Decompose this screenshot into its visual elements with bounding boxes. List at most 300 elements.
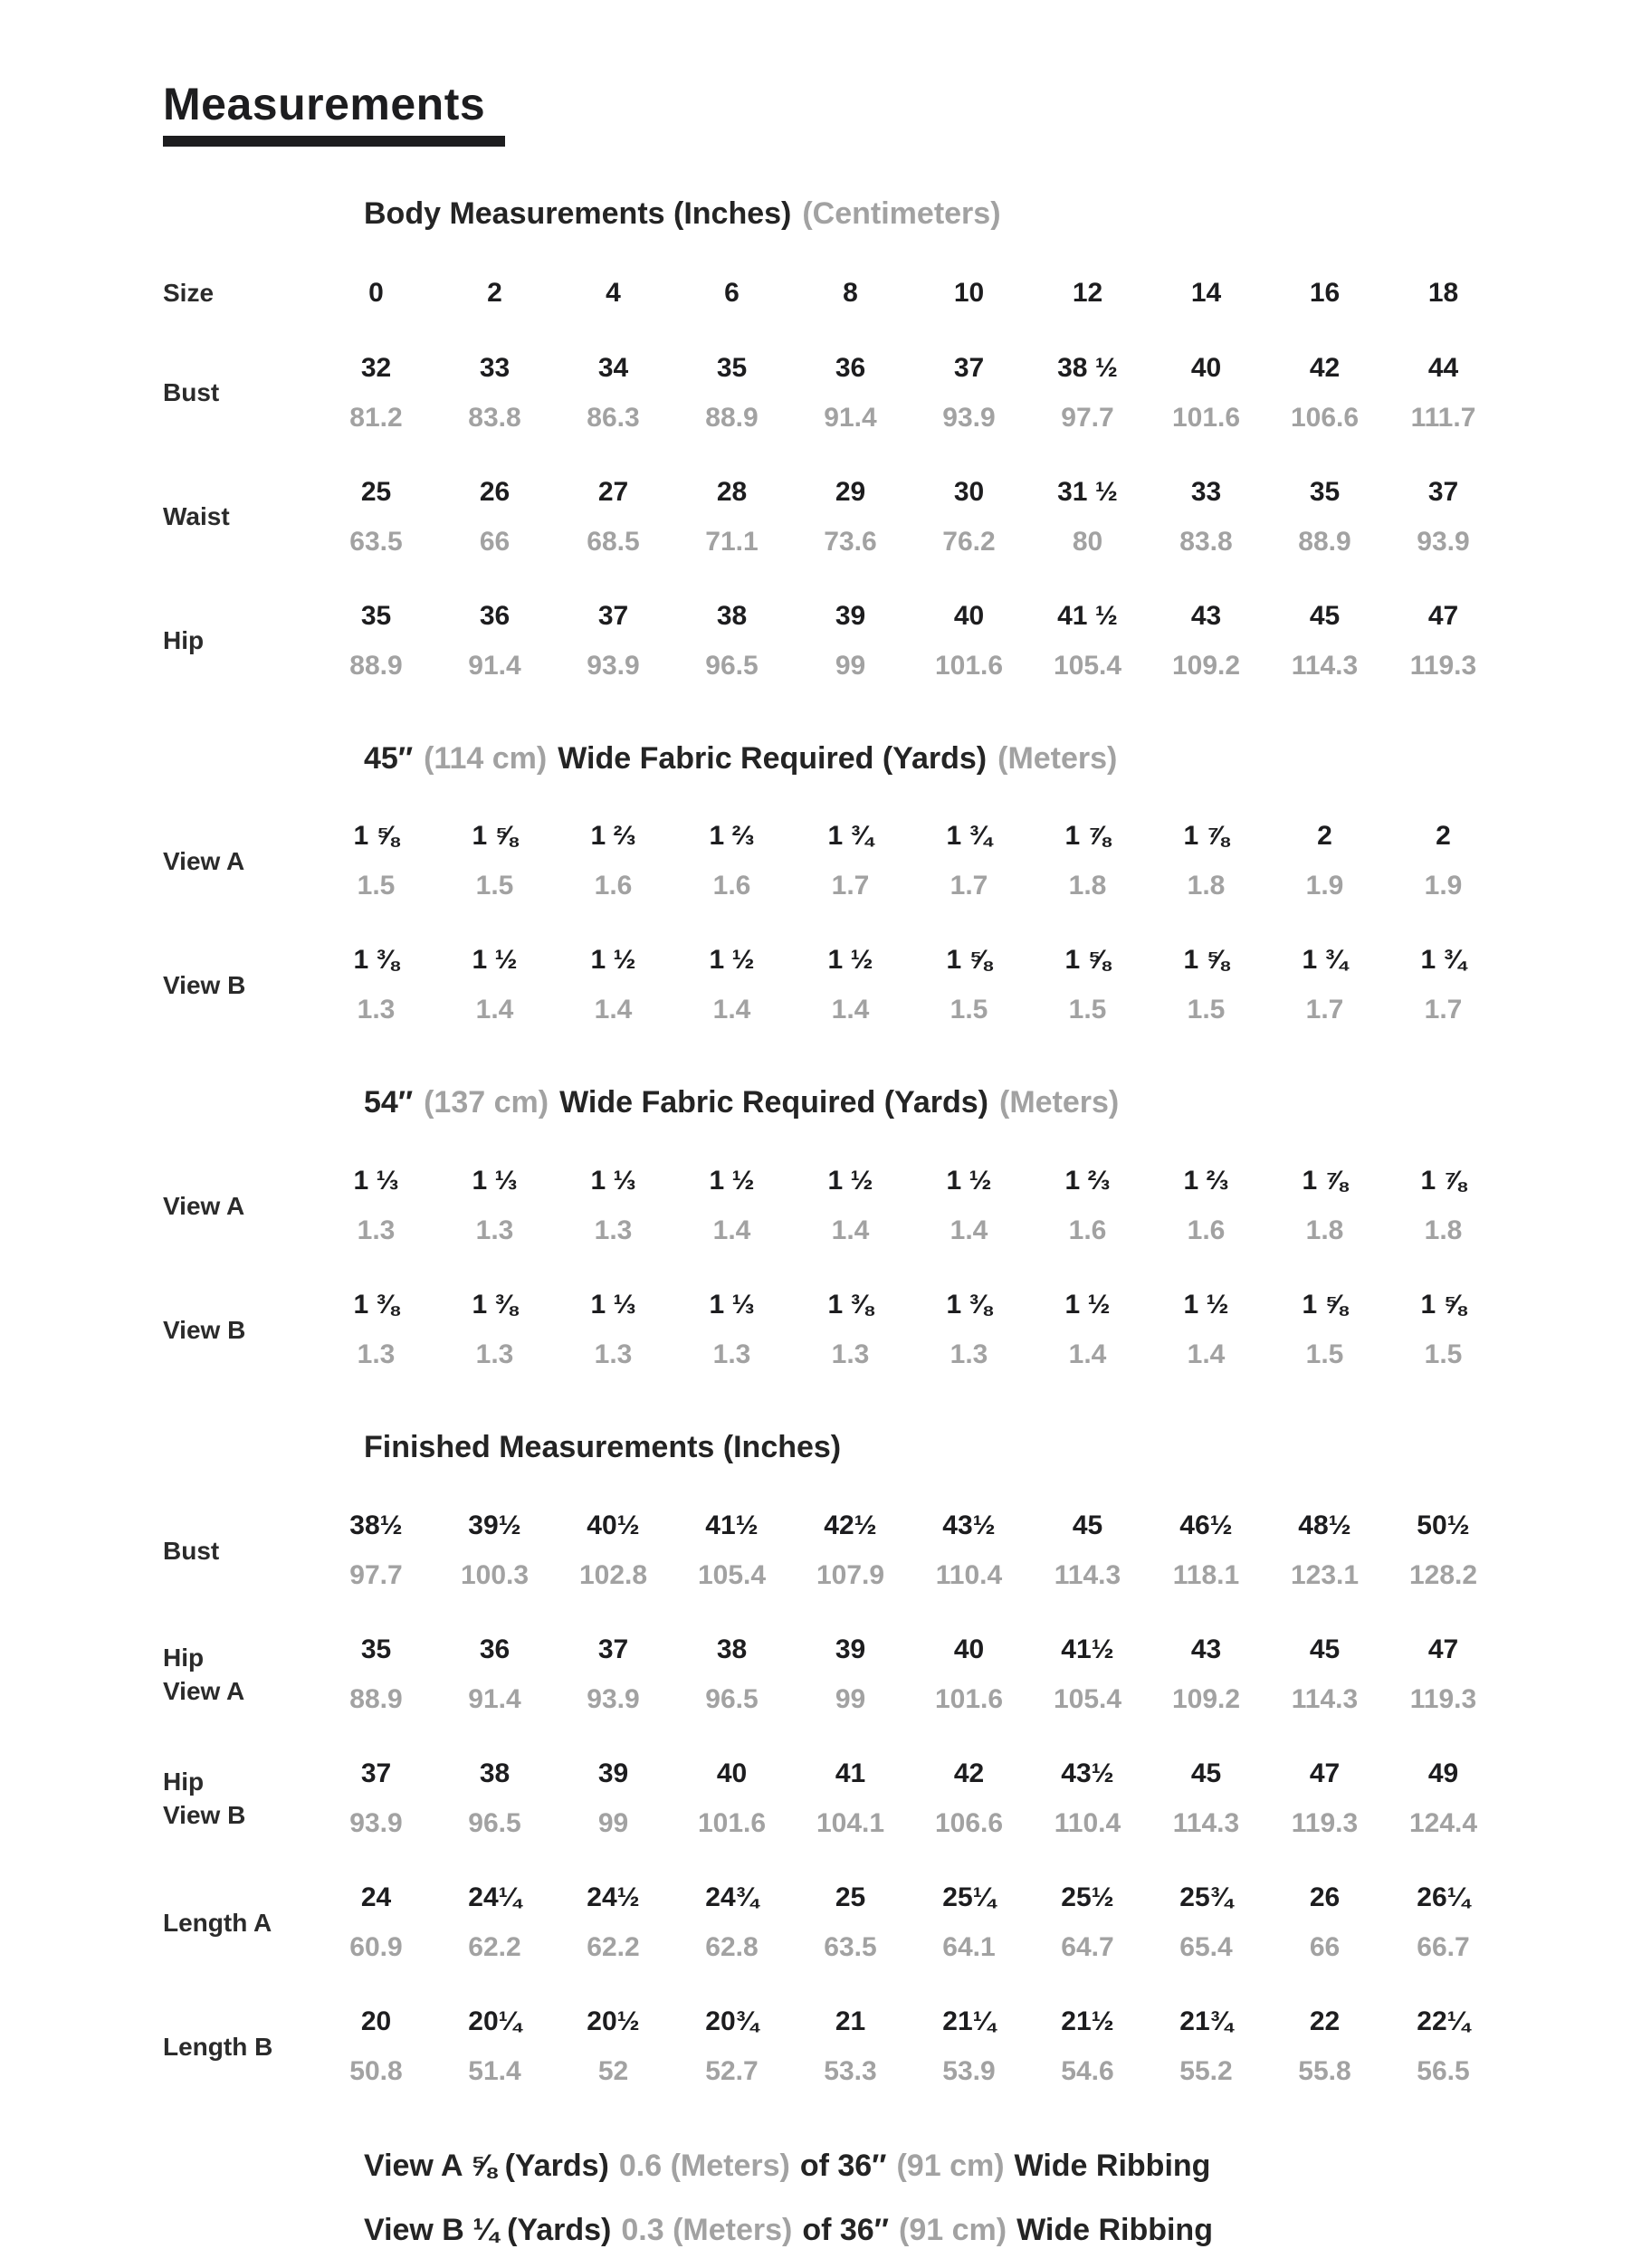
row-label [163, 1534, 317, 1568]
cm-value: 55.2 [1179, 2055, 1233, 2086]
inches-value: 25¼ [942, 1882, 996, 1912]
inches-value: 25½ [1061, 1882, 1114, 1912]
cm-value: 1.4 [831, 1215, 870, 1246]
cm-value: 50.8 [349, 2055, 403, 2086]
footer-segment: 0.3 (Meters) [621, 2212, 793, 2247]
inches-value: 1 ¾ [946, 821, 992, 852]
row-label [163, 624, 317, 658]
primary-line [317, 352, 1503, 385]
row-data [317, 352, 1503, 434]
inches-value: 43½ [1061, 1758, 1114, 1788]
inches-value: 40 [1190, 352, 1222, 383]
cm-value: 96.5 [468, 1807, 521, 1838]
inches-value: 1 ⅞ [1183, 821, 1229, 852]
cm-value: 1.6 [1068, 1215, 1107, 1246]
row-finished-hip-view-b [163, 1758, 1651, 1840]
cm-value: 1.8 [1187, 871, 1226, 901]
inches-value: 39 [835, 1634, 866, 1664]
cm-value: 1.3 [950, 1339, 988, 1370]
cm-value: 106.6 [1290, 402, 1360, 433]
inches-value: 37 [1427, 476, 1459, 507]
cm-value: 91.4 [468, 650, 521, 681]
row-label [163, 968, 317, 1003]
primary-line [317, 1510, 1503, 1542]
cm-value: 66 [479, 526, 511, 557]
primary-line [317, 600, 1503, 633]
section-header-fabric-45 [364, 740, 1651, 777]
inches-value: 1 ⅝ [946, 945, 992, 976]
cm-value: 1.3 [357, 1339, 396, 1370]
inches-value: 1 ½ [946, 1166, 992, 1196]
cm-value: 114.3 [1054, 1559, 1121, 1590]
inches-value: 37 [360, 1758, 392, 1788]
header-segment: (137 cm) [424, 1085, 549, 1120]
row-label-line: Hip [163, 1767, 205, 1796]
primary-line [317, 1289, 1503, 1321]
row-label-line: View B [163, 1801, 246, 1830]
cm-value: 96.5 [705, 650, 759, 681]
cm-value: 101.6 [934, 1683, 1004, 1714]
row-bust [163, 352, 1651, 434]
cm-value: 51.4 [468, 2055, 521, 2086]
cm-value: 63.5 [349, 526, 403, 557]
inches-value: 4 [606, 277, 621, 308]
inches-value: 1 ⅓ [709, 1290, 755, 1320]
inches-value: 47 [1427, 600, 1459, 631]
inches-value: 47 [1427, 1634, 1459, 1664]
inches-value: 38 [716, 1634, 748, 1664]
secondary-line [317, 650, 1503, 682]
header-segment: (Meters) [999, 1085, 1120, 1120]
cm-value: 119.3 [1291, 1807, 1359, 1838]
row-finished-bust [163, 1510, 1651, 1592]
footer-segment: View B ¼ (Yards) [364, 2212, 612, 2247]
cm-value: 91.4 [468, 1683, 521, 1714]
cm-value: 64.7 [1061, 1931, 1114, 1962]
inches-value: 40 [953, 600, 985, 631]
row-data [317, 1634, 1503, 1716]
inches-value: 42 [953, 1758, 985, 1788]
inches-value: 1 ⅞ [1302, 1166, 1348, 1196]
cm-value: 1.5 [1068, 995, 1107, 1025]
cm-value: 76.2 [942, 526, 996, 557]
inches-value: 1 ¾ [1420, 945, 1466, 976]
inches-value: 1 ⅔ [1064, 1166, 1111, 1196]
row-fabric54-view-a [163, 1165, 1651, 1247]
inches-value: 24½ [587, 1882, 640, 1912]
inches-value: 1 ⅔ [1183, 1166, 1229, 1196]
cm-value: 1.4 [831, 995, 870, 1025]
inches-value: 45 [1072, 1510, 1103, 1540]
inches-value: 25 [835, 1882, 866, 1912]
inches-value: 41½ [1061, 1634, 1114, 1664]
row-label [163, 844, 317, 879]
inches-value: 1 ½ [709, 1166, 755, 1196]
cm-value: 96.5 [705, 1683, 759, 1714]
inches-value: 43 [1190, 600, 1222, 631]
cm-value: 88.9 [1298, 526, 1351, 557]
cm-value: 53.9 [942, 2055, 996, 2086]
row-label [163, 1189, 317, 1224]
cm-value: 109.2 [1171, 650, 1241, 681]
secondary-line [317, 1931, 1503, 1964]
primary-line [317, 1634, 1503, 1666]
cm-value: 1.3 [357, 995, 396, 1025]
inches-value: 29 [835, 476, 866, 507]
cm-value: 63.5 [824, 1931, 877, 1962]
row-label [163, 276, 317, 310]
inches-value: 37 [597, 1634, 629, 1664]
cm-value: 109.2 [1171, 1683, 1241, 1714]
inches-value: 1 ⅝ [353, 821, 399, 852]
inches-value: 1 ⅜ [946, 1290, 992, 1320]
section-body-measurements [163, 195, 1651, 682]
footer-segment: 0.6 (Meters) [618, 2148, 790, 2183]
cm-value: 124.4 [1408, 1807, 1478, 1838]
footer-line-ribbing-view-a [364, 2148, 1651, 2185]
cm-value: 1.5 [357, 871, 396, 901]
inches-value: 20¾ [705, 2006, 759, 2036]
cm-value: 1.4 [475, 995, 514, 1025]
inches-value: 14 [1190, 277, 1222, 308]
header-segment: Body Measurements (Inches) [364, 196, 792, 231]
cm-value: 81.2 [349, 402, 403, 433]
inches-value: 1 ½ [1183, 1290, 1229, 1320]
inches-value: 1 ½ [472, 945, 518, 976]
inches-value: 49 [1427, 1758, 1459, 1788]
cm-value: 105.4 [1053, 650, 1122, 681]
inches-value: 36 [835, 352, 866, 383]
inches-value: 6 [724, 277, 740, 308]
row-label-line: View B [163, 970, 246, 999]
primary-line [317, 820, 1503, 853]
cm-value: 1.4 [1187, 1339, 1226, 1370]
inches-value: 1 ⅝ [1302, 1290, 1348, 1320]
row-data [317, 1165, 1503, 1247]
inches-value: 33 [479, 352, 511, 383]
cm-value: 1.4 [594, 995, 633, 1025]
inches-value: 21½ [1061, 2006, 1114, 2036]
cm-value: 1.8 [1305, 1215, 1344, 1246]
cm-value: 110.4 [935, 1559, 1003, 1590]
cm-value: 1.3 [357, 1215, 396, 1246]
inches-value: 1 ⅝ [472, 821, 518, 852]
row-data [317, 820, 1503, 902]
inches-value: 21 [835, 2006, 866, 2036]
inches-value: 26¼ [1417, 1882, 1470, 1912]
secondary-line [317, 1215, 1503, 1247]
inches-value: 41 [835, 1758, 866, 1788]
cm-value: 62.8 [705, 1931, 759, 1962]
cm-value: 1.3 [475, 1339, 514, 1370]
cm-value: 73.6 [824, 526, 877, 557]
row-label-line: Length B [163, 2032, 273, 2061]
cm-value: 105.4 [1053, 1683, 1122, 1714]
row-fabric45-view-b [163, 944, 1651, 1026]
inches-value: 27 [597, 476, 629, 507]
row-label [163, 1765, 317, 1834]
row-label-line: Waist [163, 502, 230, 531]
inches-value: 1 ½ [827, 1166, 873, 1196]
header-segment: 54″ [364, 1085, 414, 1120]
cm-value: 88.9 [349, 1683, 403, 1714]
cm-value: 1.5 [1305, 1339, 1344, 1370]
cm-value: 1.7 [950, 871, 988, 901]
inches-value: 31 ½ [1057, 476, 1118, 507]
cm-value: 1.3 [712, 1339, 751, 1370]
cm-value: 1.8 [1068, 871, 1107, 901]
cm-value: 93.9 [349, 1807, 403, 1838]
inches-value: 12 [1072, 277, 1103, 308]
primary-line [317, 2006, 1503, 2038]
inches-value: 1 ½ [827, 945, 873, 976]
cm-value: 97.7 [349, 1559, 403, 1590]
inches-value: 2 [1436, 821, 1451, 852]
row-data [317, 277, 1503, 310]
row-label [163, 500, 317, 534]
cm-value: 1.5 [950, 995, 988, 1025]
cm-value: 104.1 [816, 1807, 885, 1838]
inches-value: 32 [360, 352, 392, 383]
cm-value: 1.7 [831, 871, 870, 901]
inches-value: 38 ½ [1057, 352, 1118, 383]
cm-value: 119.3 [1409, 1683, 1477, 1714]
inches-value: 43 [1190, 1634, 1222, 1664]
inches-value: 20¼ [468, 2006, 521, 2036]
cm-value: 99 [597, 1807, 629, 1838]
primary-line [317, 476, 1503, 509]
inches-value: 40 [716, 1758, 748, 1788]
inches-value: 38 [479, 1758, 511, 1788]
cm-value: 56.5 [1417, 2055, 1470, 2086]
cm-value: 1.9 [1424, 871, 1463, 901]
inches-value: 36 [479, 1634, 511, 1664]
cm-value: 62.2 [587, 1931, 640, 1962]
section-header-finished-measurements [364, 1429, 1651, 1466]
inches-value: 39 [835, 600, 866, 631]
cm-value: 1.6 [594, 871, 633, 901]
cm-value: 105.4 [697, 1559, 767, 1590]
inches-value: 43½ [942, 1510, 996, 1540]
cm-value: 93.9 [942, 402, 996, 433]
inches-value: 2 [487, 277, 502, 308]
footer-segment: View A ⅝ (Yards) [364, 2148, 609, 2183]
header-segment: Wide Fabric Required (Yards) [559, 1085, 988, 1120]
page-title: Measurements [163, 79, 486, 129]
inches-value: 38 [716, 600, 748, 631]
cm-value: 80 [1072, 526, 1103, 557]
row-label-line: Size [163, 278, 215, 307]
cm-value: 1.3 [475, 1215, 514, 1246]
inches-value: 1 ¾ [1302, 945, 1348, 976]
cm-value: 52 [597, 2055, 629, 2086]
row-label-line: View A [163, 1677, 245, 1706]
inches-value: 45 [1309, 1634, 1341, 1664]
primary-line [317, 1882, 1503, 1914]
footer-segment: (91 cm) [899, 2212, 1007, 2247]
cm-value: 128.2 [1408, 1559, 1478, 1590]
footer-segment: Wide Ribbing [1014, 2148, 1211, 2183]
cm-value: 53.3 [824, 2055, 877, 2086]
row-data [317, 1510, 1503, 1592]
section-header-fabric-54 [364, 1084, 1651, 1121]
inches-value: 1 ⅜ [827, 1290, 873, 1320]
inches-value: 1 ⅝ [1064, 945, 1111, 976]
inches-value: 20½ [587, 2006, 640, 2036]
row-data [317, 1289, 1503, 1371]
cm-value: 93.9 [1417, 526, 1470, 557]
title-underline [163, 136, 505, 147]
row-label-line: Length A [163, 1908, 272, 1937]
row-size [163, 276, 1651, 310]
cm-value: 1.4 [712, 1215, 751, 1246]
primary-line [317, 1758, 1503, 1790]
cm-value: 1.3 [594, 1215, 633, 1246]
header-segment: (Meters) [997, 740, 1118, 776]
row-label [163, 1641, 317, 1710]
section-fabric-45 [163, 740, 1651, 1027]
inches-value: 1 ½ [590, 945, 636, 976]
cm-value: 1.3 [831, 1339, 870, 1370]
cm-value: 97.7 [1061, 402, 1114, 433]
inches-value: 22¼ [1417, 2006, 1470, 2036]
inches-value: 0 [368, 277, 384, 308]
row-label-line: View A [163, 1191, 245, 1220]
cm-value: 1.5 [475, 871, 514, 901]
inches-value: 36 [479, 600, 511, 631]
section-finished-measurements [163, 1429, 1651, 2088]
cm-value: 114.3 [1172, 1807, 1240, 1838]
cm-value: 101.6 [697, 1807, 767, 1838]
inches-value: 47 [1309, 1758, 1341, 1788]
cm-value: 1.5 [1424, 1339, 1463, 1370]
secondary-line [317, 1559, 1503, 1592]
inches-value: 8 [843, 277, 858, 308]
inches-value: 34 [597, 352, 629, 383]
inches-value: 1 ⅜ [353, 945, 399, 976]
inches-value: 24 [360, 1882, 392, 1912]
inches-value: 1 ¾ [827, 821, 873, 852]
inches-value: 45 [1309, 600, 1341, 631]
cm-value: 1.6 [712, 871, 751, 901]
inches-value: 39 [597, 1758, 629, 1788]
header-segment: Finished Measurements (Inches) [364, 1430, 842, 1465]
inches-value: 26 [479, 476, 511, 507]
section-header-body-measurements [364, 195, 1651, 233]
cm-value: 1.7 [1424, 995, 1463, 1025]
inches-value: 42 [1309, 352, 1341, 383]
inches-value: 38½ [349, 1510, 403, 1540]
cm-value: 118.1 [1172, 1559, 1240, 1590]
row-fabric54-view-b [163, 1289, 1651, 1371]
inches-value: 35 [360, 600, 392, 631]
inches-value: 26 [1309, 1882, 1341, 1912]
cm-value: 110.4 [1054, 1807, 1121, 1838]
section-fabric-54 [163, 1084, 1651, 1371]
cm-value: 1.3 [594, 1339, 633, 1370]
inches-value: 1 ⅞ [1064, 821, 1111, 852]
cm-value: 1.8 [1424, 1215, 1463, 1246]
row-label [163, 1906, 317, 1940]
cm-value: 119.3 [1409, 650, 1477, 681]
cm-value: 114.3 [1291, 650, 1359, 681]
cm-value: 88.9 [705, 402, 759, 433]
cm-value: 102.8 [578, 1559, 648, 1590]
inches-value: 40 [953, 1634, 985, 1664]
cm-value: 71.1 [705, 526, 759, 557]
inches-value: 33 [1190, 476, 1222, 507]
inches-value: 41½ [705, 1510, 759, 1540]
row-finished-hip-view-a [163, 1634, 1651, 1716]
primary-line [317, 277, 1503, 310]
row-label-line: Hip [163, 626, 205, 655]
row-waist [163, 476, 1651, 558]
inches-value: 1 ⅞ [1420, 1166, 1466, 1196]
inches-value: 25¾ [1179, 1882, 1233, 1912]
row-data [317, 2006, 1503, 2088]
inches-value: 1 ⅝ [1420, 1290, 1466, 1320]
cm-value: 101.6 [934, 650, 1004, 681]
inches-value: 24¼ [468, 1882, 521, 1912]
inches-value: 44 [1427, 352, 1459, 383]
row-length-b [163, 2006, 1651, 2088]
cm-value: 65.4 [1179, 1931, 1233, 1962]
cm-value: 1.4 [950, 1215, 988, 1246]
row-data [317, 600, 1503, 682]
cm-value: 54.6 [1061, 2055, 1114, 2086]
inches-value: 1 ⅓ [472, 1166, 518, 1196]
header-segment: (114 cm) [424, 740, 548, 776]
cm-value: 55.8 [1298, 2055, 1351, 2086]
cm-value: 1.4 [712, 995, 751, 1025]
cm-value: 1.5 [1187, 995, 1226, 1025]
cm-value: 114.3 [1291, 1683, 1359, 1714]
inches-value: 10 [953, 277, 985, 308]
secondary-line [317, 526, 1503, 558]
primary-line [317, 944, 1503, 977]
cm-value: 68.5 [587, 526, 640, 557]
inches-value: 28 [716, 476, 748, 507]
cm-value: 100.3 [460, 1559, 530, 1590]
header-segment: (Centimeters) [802, 196, 1001, 231]
row-fabric45-view-a [163, 820, 1651, 902]
inches-value: 20 [360, 2006, 392, 2036]
inches-value: 1 ⅔ [709, 821, 755, 852]
cm-value: 60.9 [349, 1931, 403, 1962]
cm-value: 52.7 [705, 2055, 759, 2086]
cm-value: 66.7 [1417, 1931, 1470, 1962]
cm-value: 1.4 [1068, 1339, 1107, 1370]
inches-value: 1 ⅜ [472, 1290, 518, 1320]
inches-value: 35 [1309, 476, 1341, 507]
cm-value: 107.9 [816, 1559, 885, 1590]
inches-value: 22 [1309, 2006, 1341, 2036]
secondary-line [317, 1339, 1503, 1371]
cm-value: 66 [1309, 1931, 1341, 1962]
inches-value: 25 [360, 476, 392, 507]
row-data [317, 1758, 1503, 1840]
inches-value: 1 ⅔ [590, 821, 636, 852]
row-length-a [163, 1882, 1651, 1964]
cm-value: 111.7 [1410, 402, 1476, 433]
cm-value: 93.9 [587, 1683, 640, 1714]
inches-value: 21¼ [942, 2006, 996, 2036]
footer-segment: Wide Ribbing [1016, 2212, 1213, 2247]
cm-value: 123.1 [1290, 1559, 1360, 1590]
footer-segment: of 36″ [799, 2148, 887, 2183]
inches-value: 1 ½ [709, 945, 755, 976]
row-label [163, 376, 317, 410]
